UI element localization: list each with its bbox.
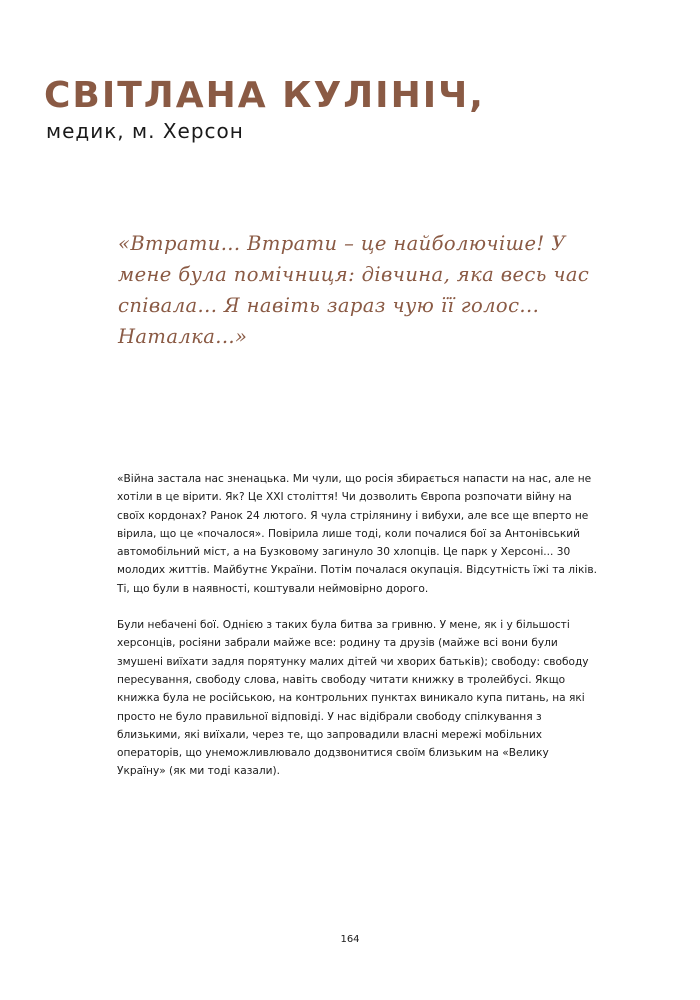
body-paragraph: Були небачені бої. Однією з таких була битва за гривню. У мене, як і у більшості херсонців, росіяни забрали майже все: родину та друзів (майже всі вони були змушені виїхати задля порятунку малих дітей чи хворих батьків); свободу: свободу пересування, свободу слова, навіть свободу читати книжку в тролейбусі. Якщо книжка була не російською, на контрольних пунктах виникало купа питань, на які просто не було правильної відповіді. У нас відібрали свободу спілкування з близькими, які виїхали, через те, що запровадили власні мережі мобільних операторів, що унеможливлювало додзвонитися своїм близьким на «Велику Україну» (як ми тоді казали). <box>117 619 589 778</box>
page-title: СВІТЛАНА КУЛІНІЧ, <box>44 75 485 116</box>
pull-quote: «Втрати... Втрати – це найболючіше! У мене була помічниця: дівчина, яка весь час співала... Я навіть зараз чую її голос... Наталка...» <box>118 232 590 348</box>
page-number: 164 <box>340 934 360 945</box>
page-subtitle: медик, м. Херсон <box>46 119 244 143</box>
body-paragraph: «Війна застала нас зненацька. Ми чули, що росія збирається напасти на нас, але не хотіли в це вірити. Як? Це XXI століття! Чи дозволить Європа розпочати війну на своїх кордонах? Ранок 24 лютого. Я чула стрілянину і вибухи, але все ще вперто не вірила, що це «почалося». Повірила лише тоді, коли почалися бої за Антонівський автомобільний міст, а на Бузковому загинуло 30 хлопців. Це парк у Херсоні... 30 молодих життів. Майбутнє України. Потім почалася окупація. Відсутність їжі та ліків. Ті, що були в наявності, коштували неймовірно дорого. <box>117 473 597 595</box>
body-text <box>117 470 597 799</box>
